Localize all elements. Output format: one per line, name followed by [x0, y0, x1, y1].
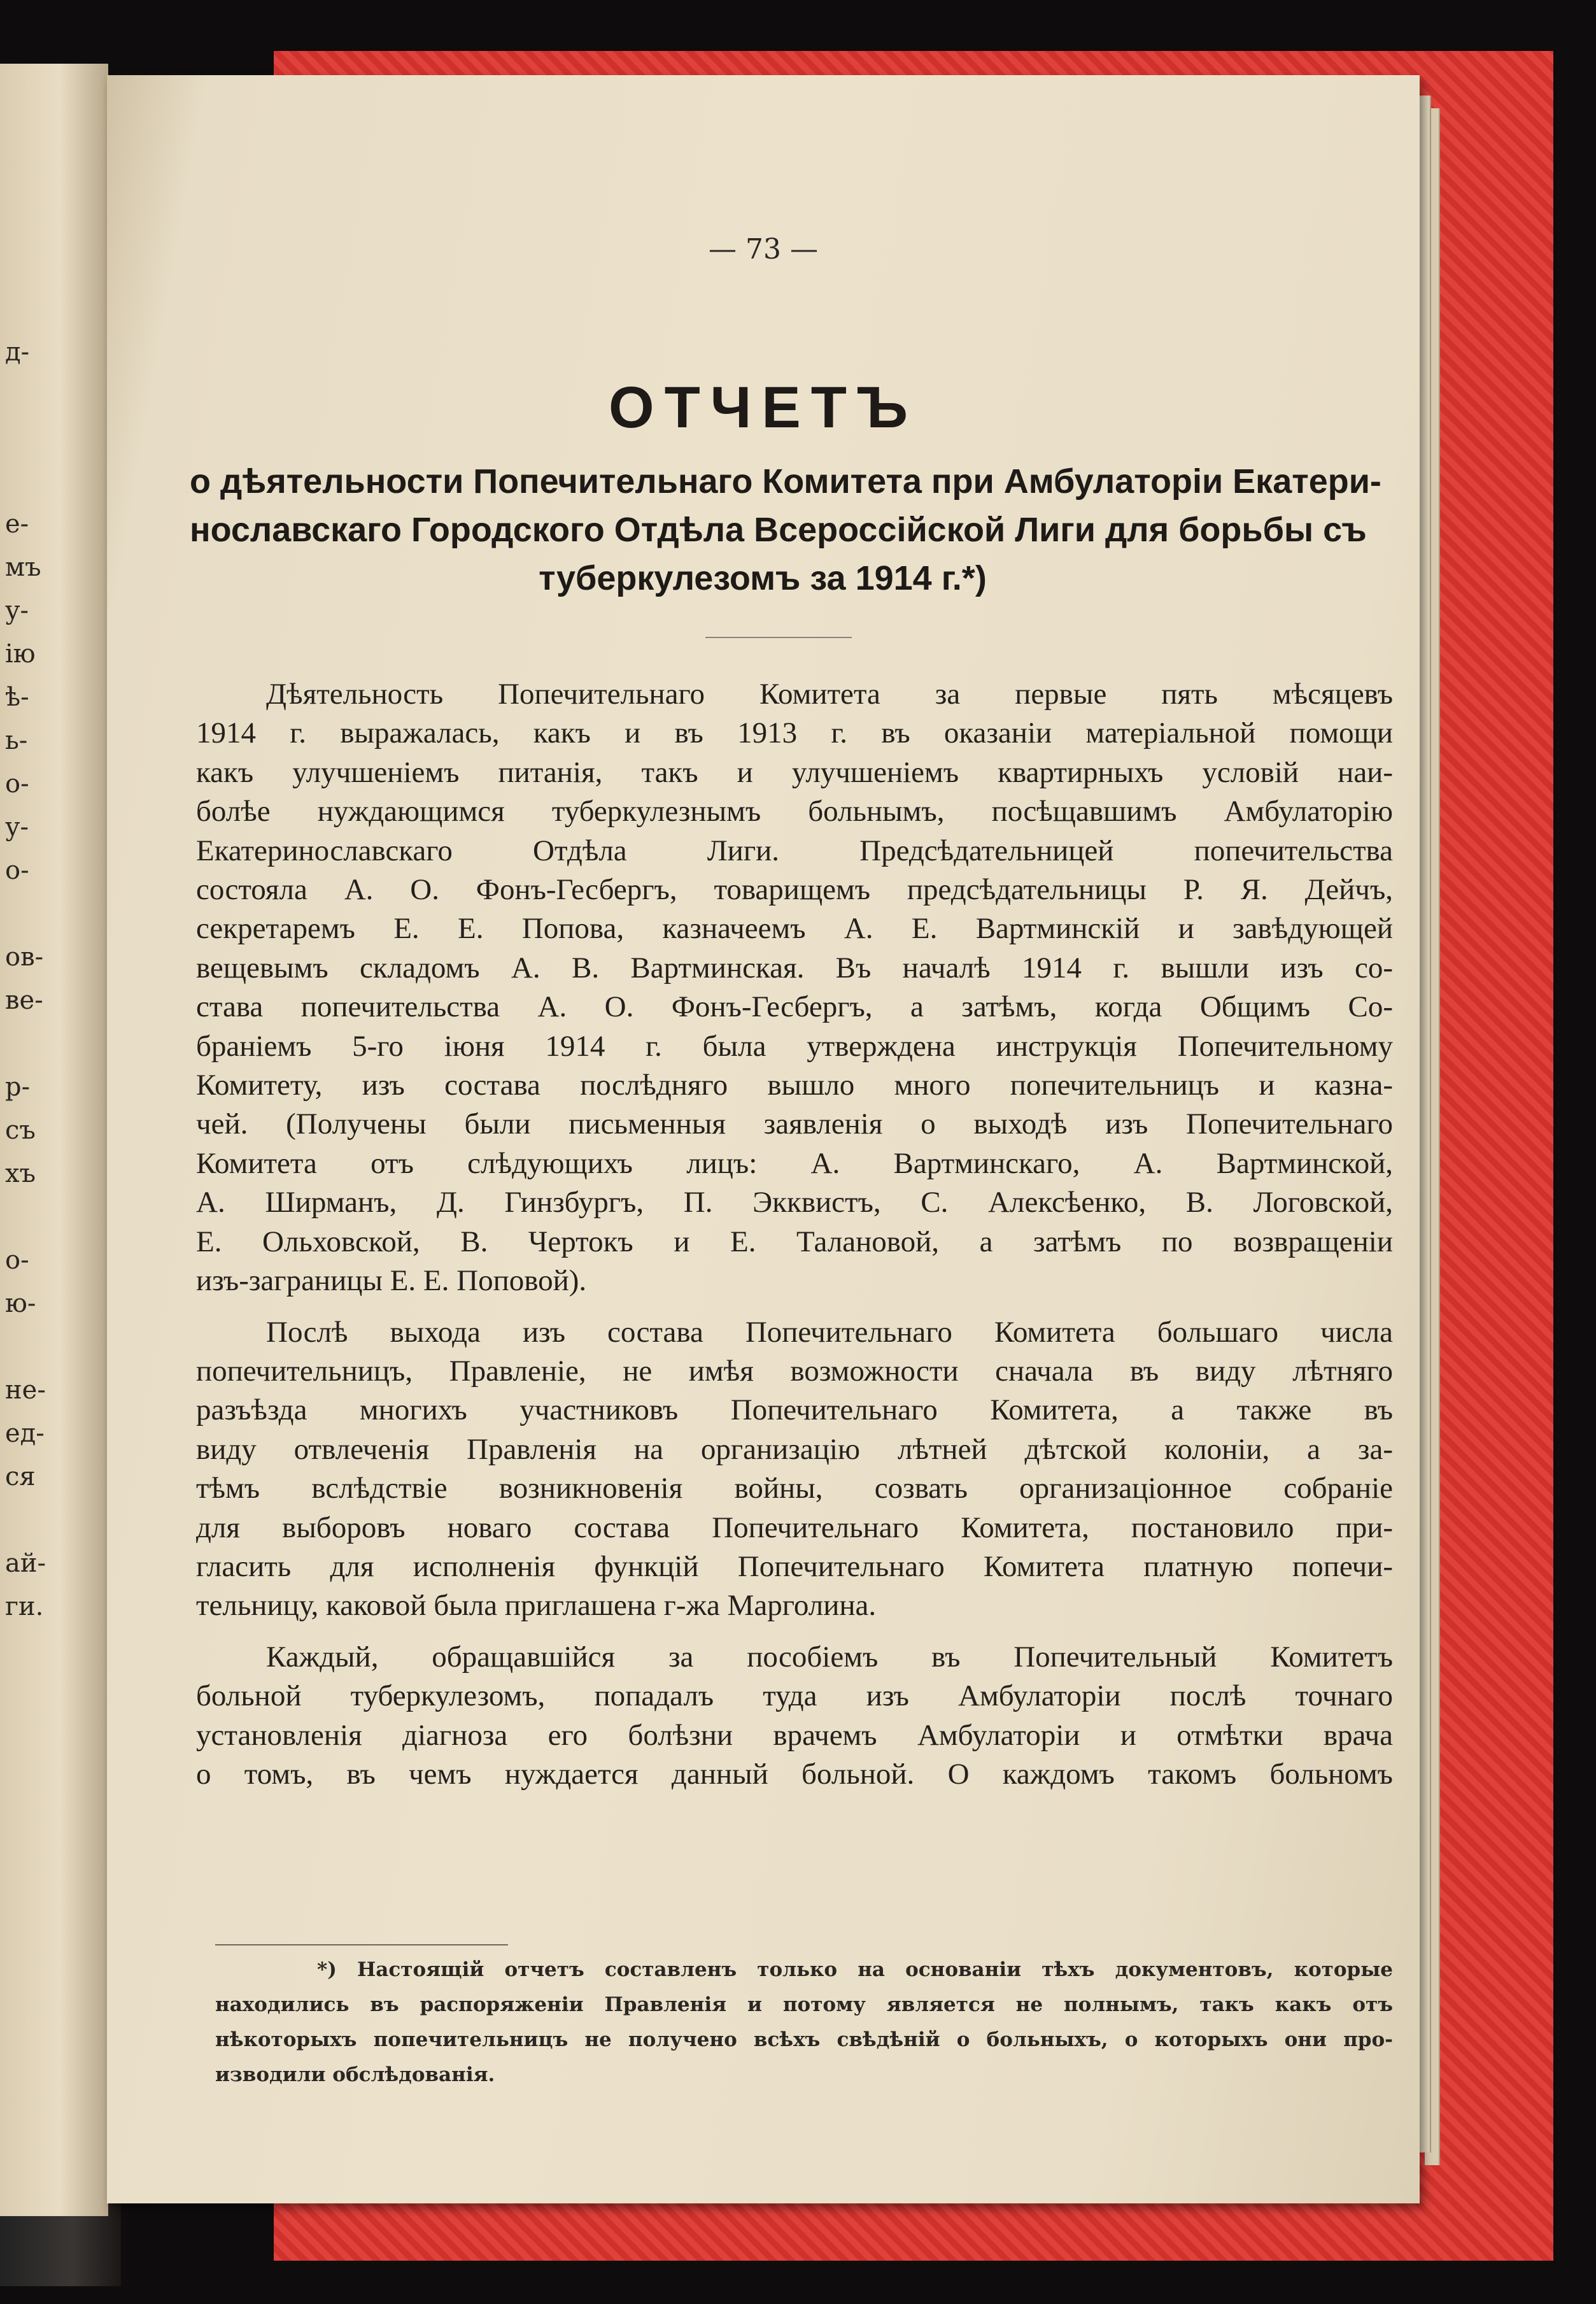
left-page-text-fragment: ед-: [5, 1419, 45, 1448]
text-line: 1914 г. выражалась, какъ и въ 1913 г. въ оказаніи матеріальной помощи: [196, 716, 1393, 750]
left-page-text-fragment: мъ: [5, 553, 41, 582]
left-page-text-fragment: не-: [5, 1376, 46, 1405]
left-page-text-fragment: у-: [5, 813, 29, 842]
left-page-text-fragment: е-: [5, 509, 29, 539]
left-page-text-fragment: хъ: [5, 1159, 36, 1188]
paragraph: [196, 1638, 1393, 1795]
left-page-text-fragment: ію: [5, 639, 36, 669]
subtitle-line: нославскаго Городского Отдѣла Всероссійской Лиги для борьбы съ: [190, 511, 1367, 549]
left-page-text-fragment: ю-: [5, 1289, 36, 1318]
text-line: разъѣзда многихъ участниковъ Попечительнаго Комитета, а также въ: [196, 1393, 1393, 1427]
document-page: [107, 75, 1420, 2203]
footnote: [215, 1952, 1393, 2093]
left-page-text-fragment: ь-: [5, 726, 28, 755]
paragraph: [196, 1313, 1393, 1626]
report-body: [196, 675, 1393, 1806]
text-line: Комитета отъ слѣдующихъ лицъ: А. Вартминскаго, А. Вартминской,: [196, 1146, 1393, 1180]
text-line: Е. Ольховской, В. Чертокъ и Е. Талановой, а затѣмъ по возвращеніи: [196, 1225, 1393, 1258]
text-line: Екатеринославскаго Отдѣла Лиги. Предсѣдательницей попечительства: [196, 834, 1393, 867]
text-line: секретаремъ Е. Е. Попова, казначеемъ А. Е. Вартминскій и завѣдующей: [196, 912, 1393, 946]
text-line: Комитету, изъ состава послѣдняго вышло много попечительницъ и казна-: [196, 1069, 1393, 1102]
left-page-text-fragment: ве-: [5, 986, 43, 1015]
left-page-text-fragment: ся: [5, 1462, 36, 1491]
left-page-text-fragment: о-: [5, 769, 29, 799]
text-line: гласить для исполненія функцій Попечительнаго Комитета платную попечи-: [196, 1549, 1393, 1583]
text-line: Каждый, обращавшійся за пособіемъ въ Попечительный Комитетъ: [266, 1640, 1393, 1674]
text-line: Послѣ выхода изъ состава Попечительнаго Комитета большаго числа: [266, 1315, 1393, 1349]
footnote-divider: [215, 1944, 508, 1945]
page-number: — 73 —: [709, 233, 818, 266]
left-page-text-fragment: ай-: [5, 1549, 46, 1578]
report-title: ОТЧЕТЪ: [609, 375, 918, 440]
text-line: больной туберкулезомъ, попадалъ туда изъ Амбулаторіи послѣ точнаго: [196, 1679, 1393, 1713]
footnote-line: изводили обслѣдованія.: [215, 2063, 495, 2086]
left-page-text-fragment: д-: [5, 338, 30, 367]
report-subtitle: [190, 457, 1381, 602]
left-page-text-fragment: о-: [5, 856, 29, 885]
text-line: браніемъ 5-го іюня 1914 г. была утверждена инструкція Попечительному: [196, 1029, 1393, 1063]
text-line: чей. (Получены были письменныя заявленія о выходѣ изъ Попечительнаго: [196, 1107, 1393, 1141]
text-line: для выборовъ новаго состава Попечительнаго Комитета, постановило при-: [196, 1511, 1393, 1544]
text-line: попечительницъ, Правленіе, не имѣя возможности сначала въ виду лѣтняго: [196, 1354, 1393, 1388]
text-line: тѣмъ вслѣдствіе возникновенія войны, созвать организаціонное собраніе: [196, 1472, 1393, 1505]
left-page-edge: [0, 64, 108, 2216]
title-divider: [705, 637, 852, 638]
text-line: состояла А. О. Фонъ-Гесбергъ, товарищемъ предсѣдательницы Р. Я. Дейчъ,: [196, 873, 1393, 907]
left-page-text-fragment: ги.: [5, 1592, 44, 1621]
left-page-text-fragment: о-: [5, 1246, 29, 1275]
text-line: Дѣятельность Попечительнаго Комитета за первые пять мѣсяцевъ: [266, 678, 1393, 711]
left-page-text-fragment: у-: [5, 596, 29, 625]
text-line: какъ улучшеніемъ питанія, такъ и улучшеніемъ квартирныхъ условій наи-: [196, 755, 1393, 789]
text-line: установленія діагноза его болѣзни врачемъ Амбулаторіи и отмѣтки врача: [196, 1718, 1393, 1752]
left-page-text-fragment: ѣ-: [5, 683, 29, 712]
text-line: изъ-заграницы Е. Е. Поповой).: [196, 1264, 587, 1298]
subtitle-line: туберкулезомъ за 1914 г.*): [539, 559, 987, 597]
left-page-text-fragment: ов-: [5, 942, 44, 972]
left-page-text-fragment: съ: [5, 1116, 36, 1145]
text-line: вещевымъ складомъ А. В. Вартминская. Въ началѣ 1914 г. вышли изъ со-: [196, 951, 1393, 985]
footnote-line: *) Настоящій отчетъ составленъ только на основаніи тѣхъ документовъ, которые: [317, 1958, 1393, 1981]
text-line: А. Ширманъ, Д. Гинзбургъ, П. Экквистъ, С. Алексѣенко, В. Логовской,: [196, 1186, 1393, 1220]
subtitle-line: о дѣятельности Попечительнаго Комитета при Амбулаторіи Екатери-: [190, 462, 1381, 501]
text-line: тельницу, каковой была приглашена г-жа Марголина.: [196, 1589, 877, 1623]
text-line: болѣе нуждающимся туберкулезнымъ больнымъ, посѣщавшимъ Амбулаторію: [196, 795, 1393, 828]
paragraph: [196, 675, 1393, 1301]
text-line: виду отвлеченія Правленія на организацію лѣтней дѣтской колоніи, а за-: [196, 1432, 1393, 1466]
text-line: о томъ, въ чемъ нуждается данный больной. О каждомъ такомъ больномъ: [196, 1757, 1393, 1791]
footnote-line: находились въ распоряженіи Правленія и потому является не полнымъ, такъ какъ отъ: [215, 1993, 1393, 2016]
footnote-line: нѣкоторыхъ попечительницъ не получено всѣхъ свѣдѣній о больныхъ, о которыхъ они про-: [215, 2028, 1393, 2051]
left-page-text-fragment: р-: [5, 1072, 31, 1102]
text-line: става попечительства А. О. Фонъ-Гесбергъ, а затѣмъ, когда Общимъ Со-: [196, 990, 1393, 1024]
